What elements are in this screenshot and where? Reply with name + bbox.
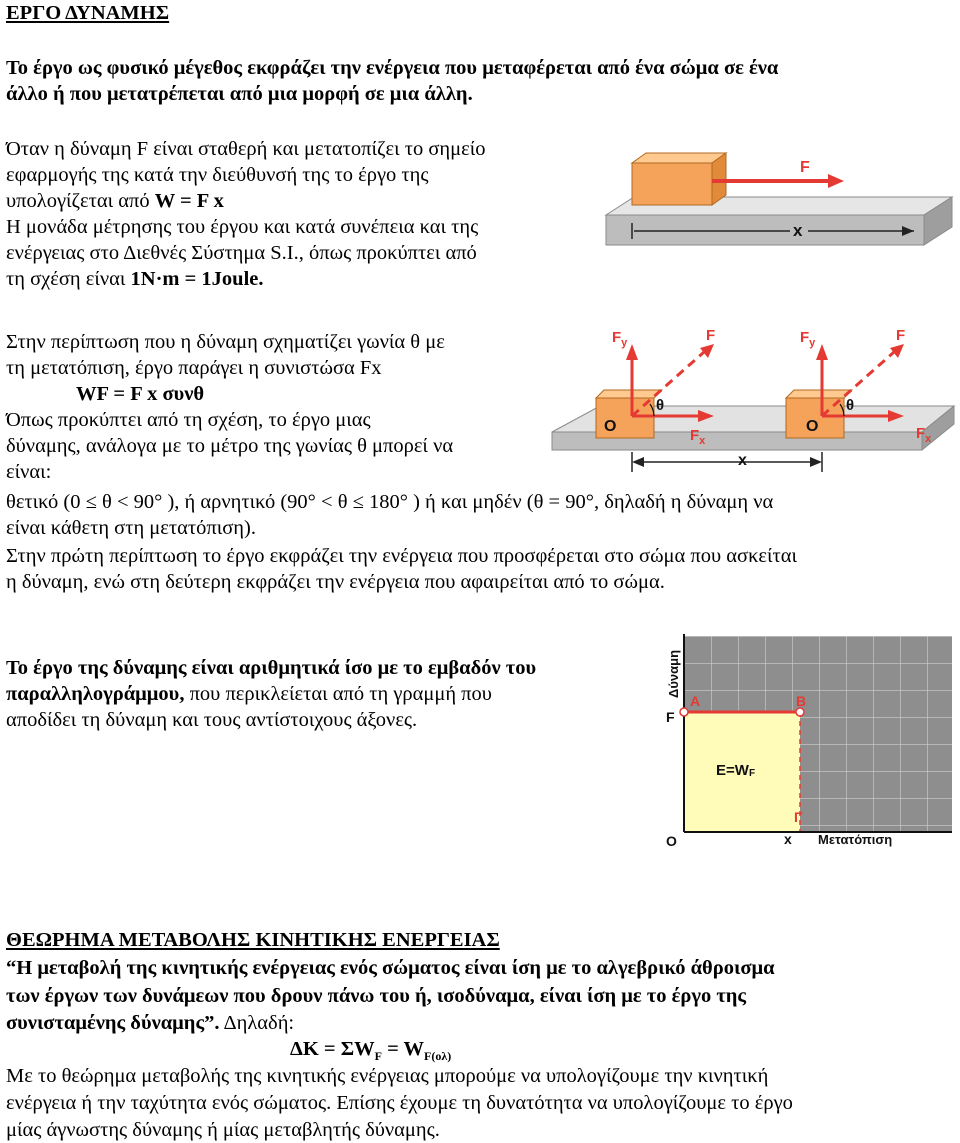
text: υπολογίζεται από <box>6 190 155 212</box>
work-formula: W = F x <box>154 190 224 212</box>
fy-subscript: y <box>621 337 628 349</box>
area-statement-line-1: Το έργο της δύναμης είναι αριθμητικά ίσο με το εμβαδόν του <box>6 657 537 679</box>
displacement-arrow-head <box>632 457 644 467</box>
theta-label: θ <box>846 397 855 414</box>
paragraph-line: Στην πρώτη περίπτωση το έργο εκφράζει την ενέργεια που προσφέρεται στο σώμα που ασκείται <box>6 545 798 567</box>
paragraph-line: είναι: <box>6 461 52 483</box>
point-a-marker <box>680 708 688 716</box>
paragraph-line: εφαρμογής της κατά την διεύθυνσή της το έργο της <box>6 164 429 186</box>
block <box>632 163 712 205</box>
fx-letter: F <box>916 425 926 442</box>
section-title-theorem: ΘΕΩΡΗΜΑ ΜΕΤΑΒΟΛΗΣ ΚΙΝΗΤΙΚΗΣ ΕΝΕΡΓΕΙΑΣ <box>6 929 500 951</box>
fy-letter: F <box>800 329 810 346</box>
paragraph-line: Όταν η δύναμη F είναι σταθερή και μετατοπίζει το σημείο <box>6 138 486 160</box>
joule-definition: 1N·m = 1Joule. <box>130 268 264 290</box>
origin-label: O <box>604 418 617 435</box>
paragraph-line: η δύναμη, ενώ στη δεύτερη εκφράζει την ενέργεια που αφαιρείται από το σώμα. <box>6 571 665 593</box>
force-arrow-head <box>700 344 714 358</box>
paragraph-line: μίας άγνωστης δύναμης ή μίας μεταβλητής δύναμης. <box>6 1119 440 1141</box>
area-statement-line-2 <box>6 681 492 707</box>
text: τη σχέση είναι <box>6 268 131 290</box>
formula-subscript: F(ολ) <box>424 1049 452 1064</box>
paragraph-line <box>6 188 224 214</box>
displacement-label: x <box>738 452 747 469</box>
bold-text: παραλληλογράμμου, <box>6 683 185 705</box>
formula-subscript: F <box>374 1049 382 1064</box>
figure-work-area-graph <box>660 632 956 854</box>
origin-label: O <box>666 833 677 849</box>
x-axis-value-label: x <box>784 831 792 847</box>
fy-subscript: y <box>809 337 816 349</box>
f-label: F <box>896 327 906 344</box>
y-axis-title: Δύναμη <box>666 649 681 698</box>
section-title-work: ΕΡΓΟ ΔΥΝΑΜΗΣ <box>6 2 170 24</box>
theorem-line-1: “Η μεταβολή της κινητικής ενέργειας ενός σώματος είναι ίση με το αλγεβρικό άθροισμα <box>6 957 775 979</box>
fx-letter: F <box>690 427 700 444</box>
paragraph-line: τη μετατόπιση, έργο παράγει η συνιστώσα Fx <box>6 357 382 379</box>
theorem-line-2: των έργων των δυνάμεων που δρουν πάνω του ή, ισοδύναμα, είναι ίση με το έργο της <box>6 985 747 1007</box>
paragraph-line: Στην περίπτωση που η δύναμη σχηματίζει γωνία θ με <box>6 331 445 353</box>
fy-label <box>612 329 628 349</box>
paragraph-line: Όπως προκύπτει από τη σχέση, το έργο μιας <box>6 409 371 431</box>
point-c-label: Γ <box>794 809 803 825</box>
f-axis-label: F <box>666 709 675 725</box>
point-a-label: A <box>690 693 701 709</box>
block-top <box>596 390 662 398</box>
formula-part: = W <box>381 1038 425 1060</box>
paragraph-line: είναι κάθετη στη μετατόπιση). <box>6 517 256 539</box>
point-b-label: B <box>796 693 807 709</box>
formula-part: ΔΚ = ΣW <box>290 1038 375 1060</box>
theorem-line-3 <box>6 1010 294 1036</box>
area-subscript: F <box>748 768 756 779</box>
displacement-label: x <box>793 221 803 240</box>
text: Δηλαδή: <box>219 1012 295 1034</box>
bold-text: συνισταμένης δύναμης”. <box>6 1012 220 1034</box>
paragraph-line: ενέργεια ή την ταχύτητα ενός σώματος. Επίσης έχουμε τη δυνατότητα να υπολογίζουμε το έργο <box>6 1092 793 1114</box>
paragraph-line: ενέργειας στο Διεθνές Σύστημα S.I., όπως προκύπτει από <box>6 242 477 264</box>
fx-subscript: x <box>699 435 706 447</box>
displacement-arrow-head <box>810 457 822 467</box>
fy-label <box>800 329 816 349</box>
paragraph-line: Η μονάδα μέτρησης του έργου και κατά συνέπεια και της <box>6 216 479 238</box>
f-label: F <box>706 327 716 344</box>
x-axis-title: Μετατόπιση <box>818 832 893 847</box>
fx-subscript: x <box>925 433 932 445</box>
slab-front <box>606 215 924 245</box>
area-text: E=W <box>716 762 749 779</box>
paragraph-line: δύναμης, ανάλογα με το μέτρο της γωνίας θ μπορεί να <box>6 435 454 457</box>
paragraph-line: Με το θεώρημα μεταβολής της κινητικής ενέργειας μπορούμε να υπολογίζουμε την κινητική <box>6 1065 769 1087</box>
area-statement-line-3: αποδίδει τη δύναμη και τους αντίστοιχους άξονες. <box>6 709 418 731</box>
block-top <box>632 153 726 163</box>
theta-label: θ <box>656 397 665 414</box>
paragraph-line: θετικό (0 ≤ θ < 90° ), ή αρνητικό (90° < θ ≤ 180° ) ή και μηδέν (θ = 90°, δηλαδή η δύναμη να <box>6 491 774 513</box>
text: που περικλείεται από τη γραμμή που <box>184 683 492 705</box>
angle-work-formula: WF = F x συνθ <box>76 383 205 405</box>
point-b-marker <box>796 708 804 716</box>
force-arrow-head <box>890 344 904 358</box>
fy-letter: F <box>612 329 622 346</box>
force-arrow-head <box>828 174 844 188</box>
fy-arrow-head <box>626 344 638 360</box>
work-definition-line-1: Το έργο ως φυσικό μέγεθος εκφράζει την ενέργεια που μεταφέρεται από ένα σώμα σε ένα <box>6 57 779 79</box>
figure-angled-force <box>550 322 956 474</box>
work-definition-line-2: άλλο ή που μετατρέπεται από μια μορφή σε μια άλλη. <box>6 83 473 105</box>
origin-label: O <box>806 418 819 435</box>
block-top <box>786 390 852 398</box>
fy-arrow-head <box>816 344 828 360</box>
force-label: F <box>800 159 810 176</box>
paragraph-line <box>6 266 264 292</box>
figure-constant-force <box>604 145 954 250</box>
